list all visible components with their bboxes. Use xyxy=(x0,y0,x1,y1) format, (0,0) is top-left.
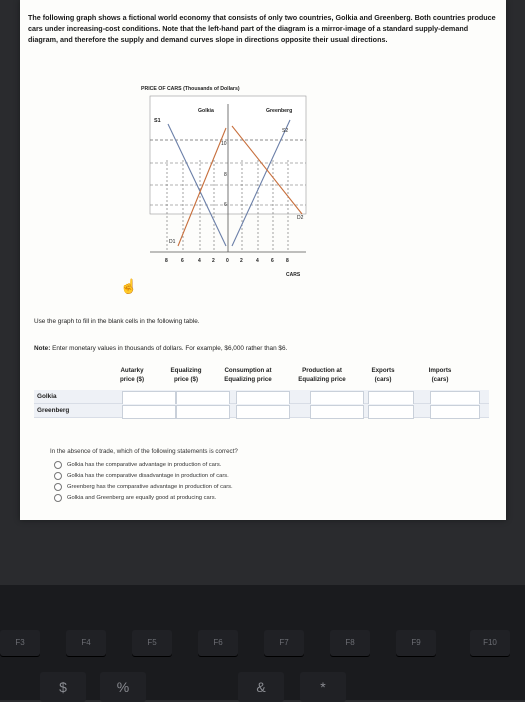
header-consumption: Consumption at Equalizing price xyxy=(224,367,272,383)
x-axis-label: CARS xyxy=(286,272,301,278)
note-body: Enter monetary values in thousands of dollars. For example, $6,000 rather than $6. xyxy=(50,345,288,352)
f6-key[interactable]: F6 xyxy=(198,630,238,656)
golkia-equalizing-price-input[interactable] xyxy=(176,391,230,405)
golkia-consumption-input[interactable] xyxy=(236,391,290,405)
header-autarky-price: Autarky price ($) xyxy=(119,367,145,383)
f10-key[interactable]: F10 xyxy=(470,630,510,656)
svg-text:6: 6 xyxy=(181,258,184,264)
s2-label: S2 xyxy=(282,128,289,134)
d1-label: D1 xyxy=(169,239,176,245)
price-label-10: 10 xyxy=(221,141,227,147)
f5-key[interactable]: F5 xyxy=(132,630,172,656)
asterisk-key[interactable]: * xyxy=(300,672,346,702)
price-label-8: 8 xyxy=(224,172,227,178)
option-golkia-disadvantage[interactable]: Golkia has the comparative disadvantage in production of cars. xyxy=(54,471,229,480)
table-row-golkia xyxy=(34,390,489,404)
s1-label: S1 xyxy=(154,118,161,124)
function-key-row xyxy=(0,630,525,658)
row-label-greenberg: Greenberg xyxy=(37,407,70,414)
svg-text:6: 6 xyxy=(271,258,274,264)
instruction-text: Use the graph to fill in the blank cells in the following table. xyxy=(34,318,200,325)
radio-button[interactable] xyxy=(54,472,62,480)
table-row-greenberg xyxy=(34,404,489,418)
price-label-6: 6 xyxy=(224,202,227,208)
intro-paragraph: The following graph shows a fictional world economy that consists of only two countries, Golkia and Greenberg. Both countries produce cars under increasing-cost conditions. Note that the left-hand part of the diagram is a mirror-image of a standard supply-demand diagram, and therefore the supply and demand curves slope in directions opposite their usual directions. xyxy=(28,13,496,44)
svg-text:2: 2 xyxy=(240,258,243,264)
f4-key[interactable]: F4 xyxy=(66,630,106,656)
percent-key[interactable]: % xyxy=(100,672,146,702)
golkia-autarky-price-input[interactable] xyxy=(122,391,176,405)
option-equally-good[interactable]: Golkia and Greenberg are equally good at producing cars. xyxy=(54,493,216,502)
hand-cursor-icon: ☝ xyxy=(120,278,138,294)
greenberg-production-input[interactable] xyxy=(310,405,364,419)
svg-text:8: 8 xyxy=(286,258,289,264)
svg-text:2: 2 xyxy=(212,258,215,264)
greenberg-exports-input[interactable] xyxy=(368,405,414,419)
f9-key[interactable]: F9 xyxy=(396,630,436,656)
f3-key[interactable]: F3 xyxy=(0,630,40,656)
greenberg-imports-input[interactable] xyxy=(430,405,480,419)
ampersand-key[interactable]: & xyxy=(238,672,284,702)
golkia-production-input[interactable] xyxy=(310,391,364,405)
greenberg-autarky-price-input[interactable] xyxy=(122,405,176,419)
x-tick-labels xyxy=(165,258,289,264)
golkia-exports-input[interactable] xyxy=(368,391,414,405)
golkia-graph-label: Golkia xyxy=(198,108,214,114)
browser-screen xyxy=(20,0,506,520)
svg-text:4: 4 xyxy=(198,258,201,264)
radio-button[interactable] xyxy=(54,461,62,469)
dollar-key[interactable]: $ xyxy=(40,672,86,702)
d2-label: D2 xyxy=(297,215,304,221)
radio-button[interactable] xyxy=(54,483,62,491)
header-production: Production at Equalizing price xyxy=(298,367,346,383)
header-exports: Exports (cars) xyxy=(371,367,395,383)
row-label-golkia: Golkia xyxy=(37,393,57,400)
graph-title: PRICE OF CARS (Thousands of Dollars) xyxy=(141,86,240,92)
question-text: In the absence of trade, which of the following statements is correct? xyxy=(50,448,238,455)
golkia-imports-input[interactable] xyxy=(430,391,480,405)
greenberg-consumption-input[interactable] xyxy=(236,405,290,419)
header-imports: Imports (cars) xyxy=(428,367,452,383)
note-label: Note: xyxy=(34,345,51,352)
greenberg-equalizing-price-input[interactable] xyxy=(176,405,230,419)
header-equalizing-price: Equalizing price ($) xyxy=(170,367,202,383)
radio-button[interactable] xyxy=(54,494,62,502)
f8-key[interactable]: F8 xyxy=(330,630,370,656)
option-golkia-advantage[interactable]: Golkia has the comparative advantage in production of cars. xyxy=(54,460,221,469)
note-text xyxy=(34,345,287,352)
svg-text:8: 8 xyxy=(165,258,168,264)
option-greenberg-advantage[interactable]: Greenberg has the comparative advantage in production of cars. xyxy=(54,482,233,491)
supply-demand-graph xyxy=(20,0,506,300)
svg-text:0: 0 xyxy=(226,258,229,264)
svg-text:4: 4 xyxy=(256,258,259,264)
greenberg-graph-label: Greenberg xyxy=(266,108,293,114)
f7-key[interactable]: F7 xyxy=(264,630,304,656)
